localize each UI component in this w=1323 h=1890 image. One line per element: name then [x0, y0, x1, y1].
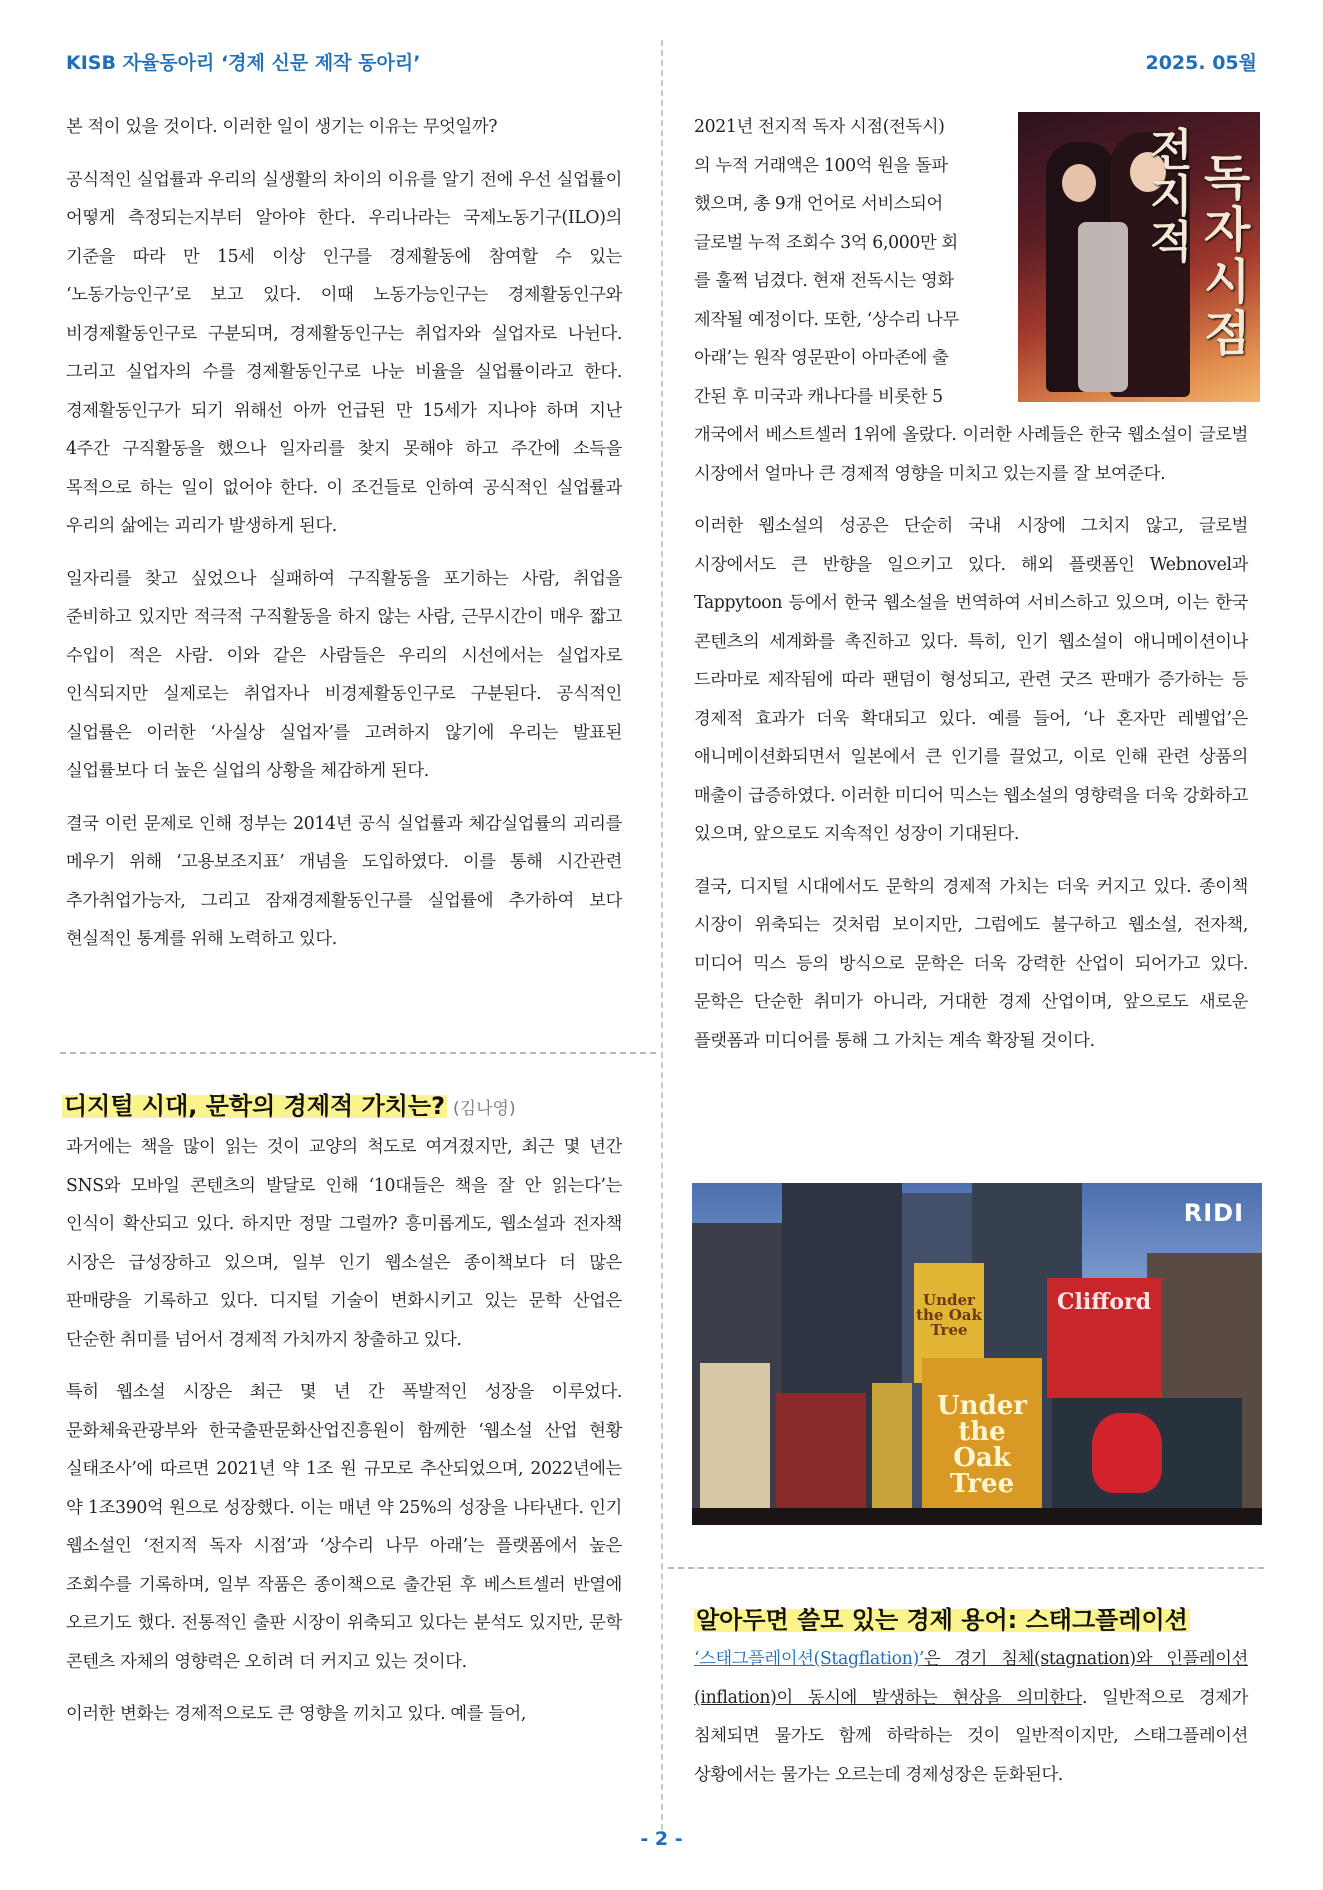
- wrapped-line: 아래’는 원작 영문판이 아마존에 출: [694, 348, 949, 368]
- wrapped-line: 의 누적 거래액은 100억 원을 돌파: [694, 155, 948, 176]
- book-cover-image: [1018, 112, 1260, 402]
- page-number: - 2 -: [640, 1828, 683, 1850]
- article2-wrapped-text: [694, 108, 1008, 416]
- billboard-text: Under the Oak Tree: [937, 1391, 1027, 1499]
- article1-paragraph: 결국 이런 문제로 인해 정부는 2014년 공식 실업률과 체감실업률의 괴리를 메우기 위해 ‘고용보조지표’ 개념을 도입하였다. 이를 통해 시간관련 추가취업가능자, 그리고 잠재경제활동인구를 실업률에 추가하여 보다 현실적인 통계를 위해 노력하고 있다.: [66, 813, 622, 949]
- billboard: [872, 1383, 912, 1513]
- times-square-photo: [692, 1183, 1262, 1525]
- article2-paragraph: 이러한 웹소설의 성공은 단순히 국내 시장에 그치지 않고, 글로벌 시장에서도 큰 반향을 일으키고 있다. 해외 플랫폼인 Webnovel과 Tappytoon 등에서 한국 웹소설을 번역하여 서비스하고 있으며, 이는 한국 콘텐츠의 세계화를 촉진하고 있다. 특히, 인기 웹소설이 애니메이션이나 드라마로 제작됨에 따라 팬덤이 형성되고, 관련 굿즈 판매가 증가하는 등 경제적 효과가 더욱 확대되고 있다. 예를 들어, ‘나 혼자만 레벨업’은 애니메이션화되면서 일본에서 큰 인기를 끌었고, 이로 인해 관련 상품의 매출이 급증하였다. 이러한 미디어 믹스는 웹소설의 영향력을 더욱 강화하고 있으며, 앞으로도 지속적인 성장이 기대된다.: [694, 516, 1248, 844]
- cover-coat: [1078, 222, 1128, 392]
- article1-paragraph: 일자리를 찾고 싶었으나 실패하여 구직활동을 포기하는 사람, 취업을 준비하고 있지만 적극적 구직활동을 하지 않는 사람, 근무시간이 매우 짧고 수입이 적은 사람. 이와 같은 사람들은 우리의 시선에서는 실업자로 인식되지만 실제로는 취업자나 비경제활동인구로 구분된다. 공식적인 실업률은 이러한 ‘사실상 실업자’를 고려하지 않기에 우리는 발표된 실업률보다 더 높은 실업의 상황을 체감하게 된다.: [66, 568, 622, 781]
- term-definition: 은 경기 침체(stagnation)와 인플레이션(inflation)이 동시에 발생하는 현상을 의미한다: [694, 1649, 1248, 1708]
- article1-body: [66, 108, 622, 973]
- newsletter-title: KISB 자율동아리 ‘경제 신문 제작 동아리’: [66, 52, 421, 74]
- term-stagflation: ‘스태그플레이션(Stagflation)’: [694, 1649, 925, 1669]
- article2-author: (김나영): [453, 1099, 516, 1119]
- wrapped-line: 제작될 예정이다. 또한, ‘상수리 나무: [694, 309, 959, 330]
- article2-body-right: [694, 416, 1248, 1074]
- red-dog-figure: [1092, 1413, 1162, 1493]
- billboard-text: Clifford: [1057, 1289, 1151, 1315]
- cover-title-part1: 전지적: [1150, 125, 1193, 268]
- article2-title: [62, 1086, 516, 1121]
- article2-paragraph: 개국에서 베스트셀러 1위에 올랐다. 이러한 사례들은 한국 웹소설이 글로벌 시장에서 얼마나 큰 경제적 영향을 미치고 있는지를 잘 보여준다.: [694, 425, 1248, 484]
- article2-paragraph: 과거에는 책을 많이 읽는 것이 교양의 척도로 여겨졌지만, 최근 몇 년간 SNS와 모바일 콘텐츠의 발달로 인해 ‘10대들은 책을 잘 안 읽는다’는 인식이 확산되고 있다. 하지만 정말 그럴까? 흥미롭게도, 웹소설과 전자책 시장은 급성장하고 있으며, 일부 인기 웹소설은 종이책보다 더 많은 판매량을 기록하고 있다. 디지털 기술이 변화시키고 있는 문학 산업은 단순한 취미를 넘어서 경제적 가치까지 창출하고 있다.: [66, 1137, 622, 1350]
- column-divider: [661, 40, 663, 1830]
- article2-paragraph: 이러한 변화는 경제적으로도 큰 영향을 끼치고 있다. 예를 들어,: [66, 1704, 527, 1724]
- issue-date: 2025. 05월: [1145, 52, 1257, 74]
- wrapped-line: 했으며, 총 9개 언어로 서비스되어: [694, 194, 943, 214]
- article3-body: [694, 1640, 1248, 1808]
- wrapped-line: 간된 후 미국과 캐나다를 비롯한 5: [694, 386, 943, 407]
- article2-body: [66, 1128, 622, 1748]
- article1-paragraph: 공식적인 실업률과 우리의 실생활의 차이의 이유를 알기 전에 우선 실업률이 어떻게 측정되는지부터 알아야 한다. 우리나라는 국제노동기구(ILO)의 기준을 따라 만 15세 이상 인구를 경제활동에 참여할 수 있는 ‘노동가능인구’로 보고 있다. 이때 노동가능인구는 경제활동인구와 비경제활동인구로 구분되며, 경제활동인구는 취업자와 실업자로 나뉜다. 그리고 실업자의 수를 경제활동인구로 나눈 비율을 실업률이라고 한다. 경제활동인구가 되기 위해선 아까 언급된 만 15세가 지나야 하며 지난 4주간 구직활동을 했으나 일자리를 찾지 못해야 하고 주간에 소득을 목적으로 하는 일이 없어야 한다. 이 조건들로 인하여 공식적인 실업률과 우리의 삶에는 괴리가 발생하게 된다.: [66, 169, 622, 536]
- billboard-text: Under the Oak Tree: [916, 1291, 982, 1339]
- ridi-logo: RIDI: [1183, 1199, 1244, 1227]
- term-explanation: . 일반적으로 경제가 침체되면 물가도 함께 하락하는 것이 일반적이지만, 스태그플레이션 상황에서는 물가는 오르는데 경제성장은 둔화된다.: [694, 1687, 1248, 1785]
- article3-paragraph: [694, 1640, 1248, 1794]
- street: [692, 1508, 1262, 1525]
- article3-title-text: 알아두면 쓸모 있는 경제 용어: 스태그플레이션: [696, 1606, 1188, 1634]
- wrapped-line: 2021년 전지적 독자 시점(전독시): [694, 117, 945, 137]
- billboard: [700, 1363, 770, 1513]
- section-divider-left: [60, 1052, 656, 1054]
- wrapped-line: 글로벌 누적 조회수 3억 6,000만 회: [694, 232, 958, 253]
- article1-paragraph: 본 적이 있을 것이다. 이러한 일이 생기는 이유는 무엇일까?: [66, 117, 498, 137]
- wrapped-line: 를 훌쩍 넘겼다. 현재 전독시는 영화: [694, 271, 954, 291]
- cover-title-part2: 독자시점: [1204, 150, 1251, 362]
- article2-paragraph: 특히 웹소설 시장은 최근 몇 년 간 폭발적인 성장을 이루었다. 문화체육관광부와 한국출판문화산업진흥원이 함께한 ‘웹소설 산업 현황 실태조사’에 따르면 2021년 약 1조 원 규모로 추산되었으며, 2022년에는 약 1조390억 원으로 성장했다. 이는 매년 약 25%의 성장을 나타낸다. 인기 웹소설인 ‘전지적 독자 시점’과 ‘상수리 나무 아래’는 플랫폼에서 높은 조회수를 기록하며, 일부 작품은 종이책으로 출간된 후 베스트셀러 반열에 오르기도 했다. 전통적인 출판 시장이 위축되고 있다는 분석도 있지만, 문학 콘텐츠 자체의 영향력은 오히려 더 커지고 있는 것이다.: [66, 1382, 622, 1672]
- section-divider-right: [668, 1567, 1264, 1569]
- cover-face-left: [1062, 164, 1096, 202]
- article3-title: [694, 1600, 1190, 1635]
- article2-title-text: 디지털 시대, 문학의 경제적 가치는?: [64, 1092, 446, 1120]
- billboard: [776, 1393, 866, 1513]
- article2-paragraph: 결국, 디지털 시대에서도 문학의 경제적 가치는 더욱 커지고 있다. 종이책 시장이 위축되는 것처럼 보이지만, 그럼에도 불구하고 웹소설, 전자책, 미디어 믹스 등의 방식으로 문학은 더욱 강력한 산업이 되어가고 있다. 문학은 단순한 취미가 아니라, 거대한 경제 산업이며, 앞으로도 새로운 플랫폼과 미디어를 통해 그 가치는 계속 확장될 것이다.: [694, 876, 1248, 1051]
